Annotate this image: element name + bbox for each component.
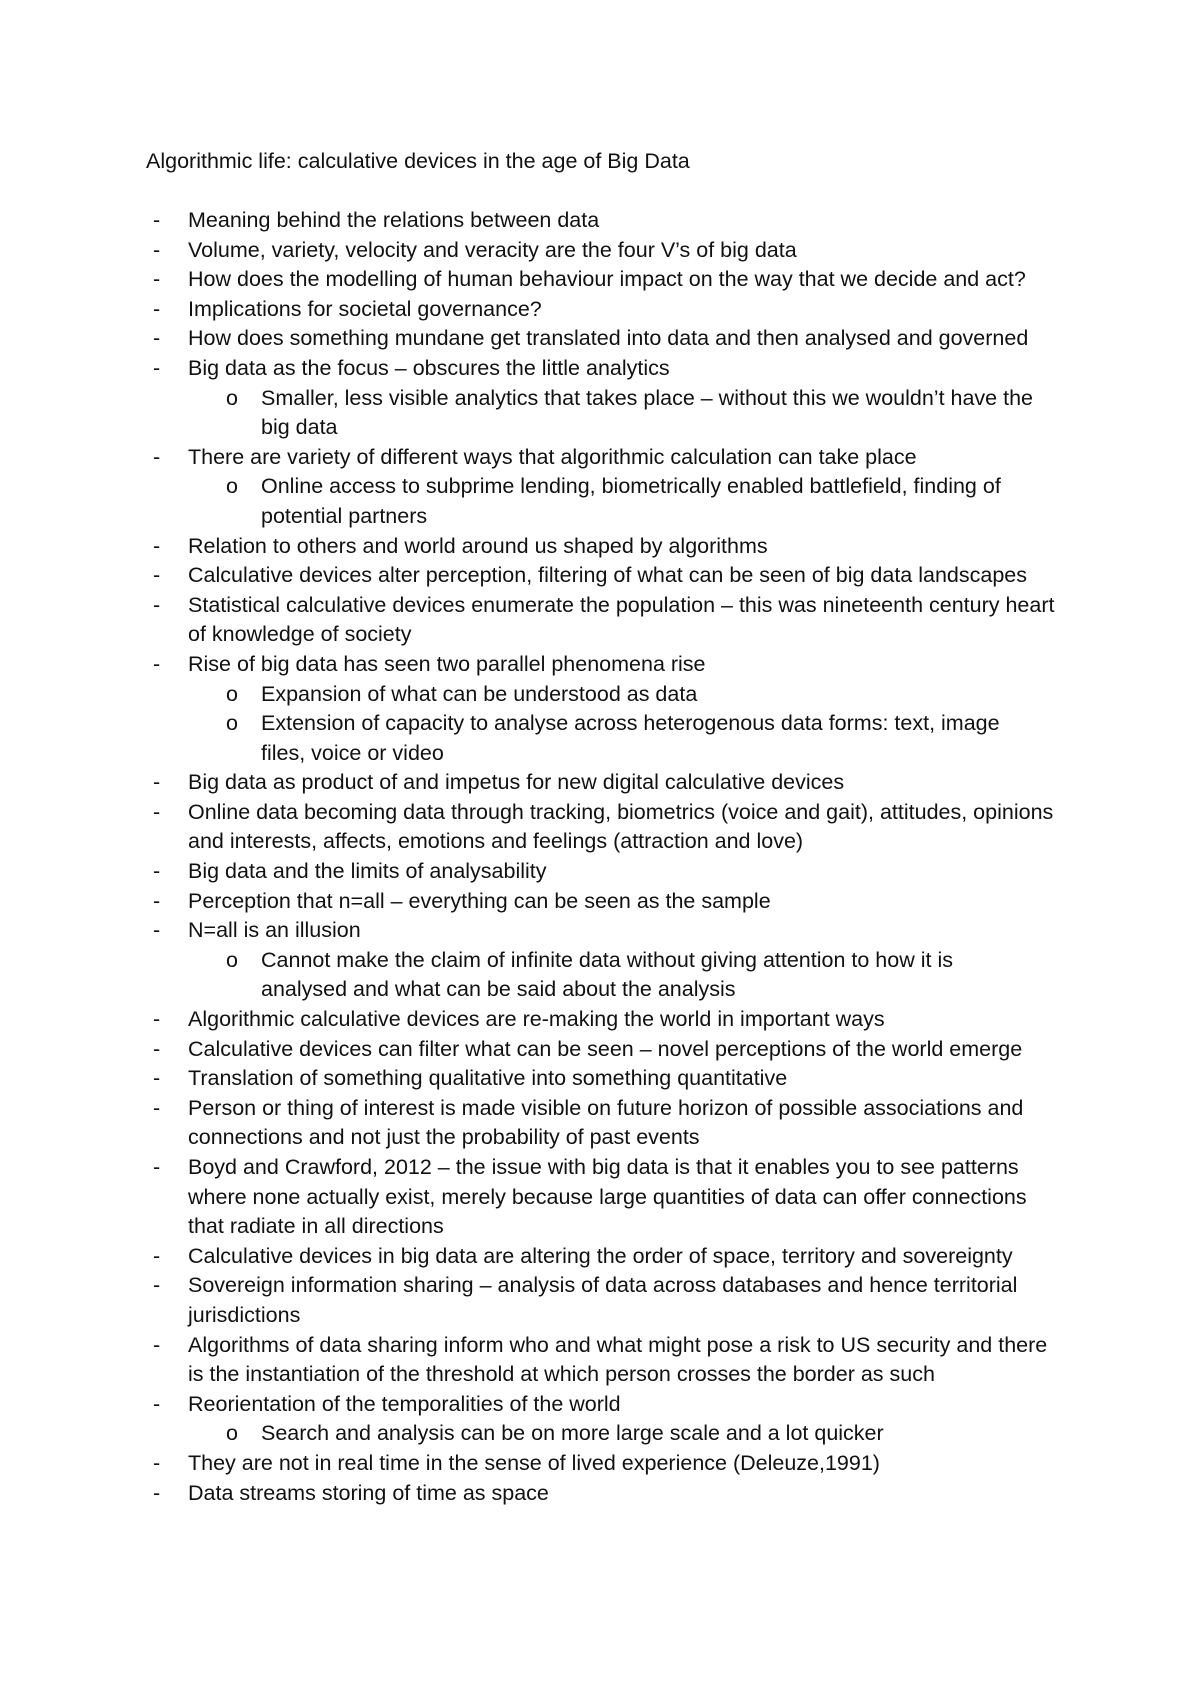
list-item: [0, 857, 1068, 887]
list-item-text: Calculative devices can filter what can be seen – novel perceptions of the world emerge: [188, 1036, 1023, 1061]
list-item: [0, 650, 1068, 680]
dash-bullet: -: [153, 296, 161, 321]
list-item-text: Online access to subprime lending, biometrically enabled battlefield, finding of potential partners: [261, 474, 1001, 528]
list-item-text: Data streams storing of time as space: [188, 1480, 549, 1505]
circle-bullet: o: [226, 1421, 238, 1446]
list-item: [0, 916, 1068, 946]
sub-list-item: [0, 709, 1041, 768]
dash-bullet: -: [153, 1095, 161, 1120]
list-item: [0, 1035, 1068, 1065]
dash-bullet: -: [153, 326, 161, 351]
list-item: [0, 1005, 1068, 1035]
list-item-text: Big data as product of and impetus for new digital calculative devices: [188, 770, 845, 795]
list-item: [0, 1331, 1068, 1390]
notes-list: [0, 206, 1200, 1508]
list-item: [0, 1153, 1068, 1242]
list-item-text: Implications for societal governance?: [188, 296, 542, 321]
list-item-text: Calculative devices in big data are altering the order of space, territory and sovereignty: [188, 1243, 1013, 1268]
list-item: [0, 768, 1068, 798]
dash-bullet: -: [153, 1450, 161, 1475]
list-item-text: Statistical calculative devices enumerate the population – this was nineteenth century heart of knowledge of society: [188, 592, 1055, 647]
list-item-text: Algorithmic calculative devices are re-making the world in important ways: [188, 1007, 885, 1032]
list-item: [0, 1064, 1068, 1094]
dash-bullet: -: [153, 592, 161, 617]
dash-bullet: -: [153, 1243, 161, 1268]
list-item-text: There are variety of different ways that algorithmic calculation can take place: [188, 444, 917, 469]
list-item: [0, 887, 1068, 917]
list-item: [0, 561, 1068, 591]
dash-bullet: -: [153, 1391, 161, 1416]
list-item-text: Person or thing of interest is made visible on future horizon of possible associations and connections and not just the probability of past events: [188, 1095, 1024, 1150]
list-item-text: Big data and the limits of analysability: [188, 859, 547, 884]
dash-bullet: -: [153, 237, 161, 262]
list-item: [0, 798, 1068, 857]
list-item-text: Big data as the focus – obscures the little analytics: [188, 355, 670, 380]
circle-bullet: o: [226, 681, 238, 706]
list-item-text: Sovereign information sharing – analysis of data across databases and hence territorial jurisdictions: [188, 1273, 1018, 1327]
list-item-text: Relation to others and world around us shaped by algorithms: [188, 533, 768, 558]
dash-bullet: -: [153, 918, 161, 943]
dash-bullet: -: [153, 770, 161, 795]
dash-bullet: -: [153, 355, 161, 380]
list-item-text: Meaning behind the relations between data: [188, 208, 600, 232]
list-item: [0, 1242, 1068, 1272]
list-item: [0, 1094, 1068, 1153]
list-item-text: Cannot make the claim of infinite data without giving attention to how it is analysed and what can be said about the analysis: [261, 947, 953, 1002]
list-item-text: They are not in real time in the sense of lived experience (Deleuze,1991): [188, 1450, 880, 1475]
list-item: [0, 591, 1068, 650]
dash-bullet: -: [153, 267, 161, 292]
document-title: Algorithmic life: calculative devices in the age of Big Data: [146, 149, 690, 173]
sub-list-item: [0, 680, 1041, 710]
list-item-text: Expansion of what can be understood as data: [261, 681, 698, 706]
list-item: [0, 354, 1068, 384]
list-item-text: How does the modelling of human behaviour impact on the way that we decide and act?: [188, 267, 1026, 292]
sub-list-item: [0, 1419, 1041, 1449]
dash-bullet: -: [153, 1007, 161, 1032]
dash-bullet: -: [153, 1273, 161, 1298]
dash-bullet: -: [153, 651, 161, 676]
dash-bullet: -: [153, 1066, 161, 1091]
dash-bullet: -: [153, 1480, 161, 1505]
circle-bullet: o: [226, 947, 238, 972]
list-item-text: How does something mundane get translated into data and then analysed and governed: [188, 326, 1029, 351]
list-item-text: Calculative devices alter perception, filtering of what can be seen of big data landscapes: [188, 563, 1028, 588]
list-item-text: Perception that n=all – everything can be seen as the sample: [188, 888, 771, 913]
dash-bullet: -: [153, 208, 161, 232]
sub-list-item: [0, 946, 1041, 1005]
list-item: [0, 1271, 1068, 1330]
list-item-text: Extension of capacity to analyse across heterogenous data forms: text, image files, voice or video: [261, 711, 1000, 765]
dash-bullet: -: [153, 1155, 161, 1179]
list-item-text: Volume, variety, velocity and veracity are the four V’s of big data: [188, 237, 797, 262]
dash-bullet: -: [153, 859, 161, 884]
sub-list-item: [0, 472, 1041, 531]
list-item: [0, 532, 1068, 562]
list-item-text: Algorithms of data sharing inform who and what might pose a risk to US security and there is the instantiation of the threshold at which person crosses the border as such: [188, 1332, 1048, 1387]
dash-bullet: -: [153, 1036, 161, 1061]
list-item: [0, 443, 1068, 473]
list-item-text: Smaller, less visible analytics that takes place – without this we wouldn’t have the big data: [261, 385, 1034, 440]
list-item: [0, 1449, 1068, 1479]
list-item: [0, 1390, 1068, 1420]
dash-bullet: -: [153, 1332, 161, 1357]
list-item: [0, 1479, 1068, 1509]
list-item: [0, 265, 1068, 295]
dash-bullet: -: [153, 533, 161, 558]
list-item: [0, 324, 1068, 354]
dash-bullet: -: [153, 799, 161, 824]
list-item: [0, 206, 1068, 236]
dash-bullet: -: [153, 444, 161, 469]
list-item-text: N=all is an illusion: [188, 918, 361, 943]
circle-bullet: o: [226, 711, 238, 736]
list-item: [0, 295, 1068, 325]
circle-bullet: o: [226, 474, 238, 499]
dash-bullet: -: [153, 563, 161, 588]
list-item: [0, 236, 1068, 266]
list-item-text: Translation of something qualitative into something quantitative: [188, 1066, 788, 1091]
list-item-text: Boyd and Crawford, 2012 – the issue with big data is that it enables you to see patterns where none actually exist, merely because large quantities of data can offer connections that radiate in all directions: [188, 1155, 1027, 1239]
list-item-text: Online data becoming data through tracking, biometrics (voice and gait), attitudes, opinions and interests, affects, emotions and feelings (attraction and love): [188, 799, 1054, 854]
list-item-text: Reorientation of the temporalities of the world: [188, 1391, 621, 1416]
dash-bullet: -: [153, 888, 161, 913]
list-item-text: Search and analysis can be on more large scale and a lot quicker: [261, 1421, 884, 1446]
sub-list-item: [0, 384, 1041, 443]
list-item-text: Rise of big data has seen two parallel phenomena rise: [188, 651, 706, 676]
circle-bullet: o: [226, 385, 238, 410]
